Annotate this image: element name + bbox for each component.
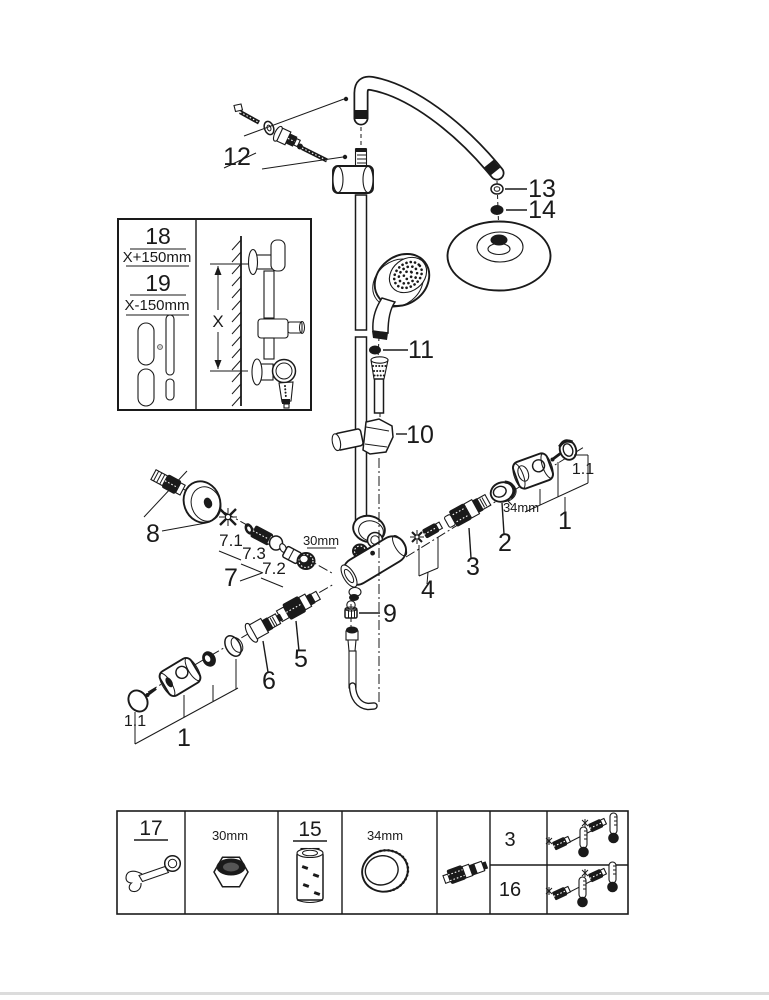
dimension-x-label: X [212, 312, 224, 331]
socket-tool-icon [297, 849, 323, 903]
shower-rail [356, 195, 367, 520]
part-12-screw-set [223, 97, 348, 171]
part-1-left-union [156, 655, 204, 699]
dimension-18: X+150mm [122, 249, 192, 266]
callout-14: 14 [528, 196, 556, 224]
callout-1-left: 1 [177, 724, 191, 752]
rail-tube-short [166, 315, 174, 400]
callout-11: 11 [408, 336, 434, 364]
dimension-19: X-150mm [124, 297, 190, 314]
part-8-union [150, 468, 186, 497]
thermometer-icon [607, 862, 618, 892]
table-size-30mm: 30mm [211, 828, 249, 843]
callout-6: 6 [262, 667, 276, 695]
callout-4: 4 [421, 576, 435, 604]
callout-8: 8 [146, 520, 160, 548]
part-9-nut [345, 607, 357, 618]
arm-end-band [354, 110, 369, 119]
callout-10: 10 [406, 421, 434, 449]
size-label-30mm: 30mm [302, 533, 340, 548]
part-1-1-left-cap [125, 687, 152, 715]
callout-3: 3 [466, 553, 480, 581]
part-13-washer [491, 184, 503, 194]
callout-1-1-right: 1.1 [571, 461, 595, 478]
left-parts-chain [144, 468, 339, 592]
part-7-1-crossed-star [219, 508, 237, 526]
table-callout-15: 15 [298, 818, 322, 841]
table-row-16: 16 [498, 879, 522, 901]
thermometer-icon [578, 827, 589, 857]
lower-left-parts-chain [124, 584, 334, 752]
callout-9: 9 [383, 600, 397, 628]
part-1-1-right-ring [557, 438, 579, 462]
part-14-seal [491, 205, 504, 215]
thermometer-icon [608, 813, 619, 843]
hose-cone-connector [371, 357, 388, 420]
shower-arm [354, 83, 498, 173]
table-size-34mm: 34mm [366, 828, 404, 843]
part-1-right-union [510, 451, 556, 491]
callout-19: 19 [145, 270, 171, 296]
callout-5: 5 [294, 645, 308, 673]
part-30mm-nut [297, 533, 340, 570]
part-8-escutcheon [178, 476, 226, 528]
callout-7-2: 7.2 [262, 559, 286, 578]
part-4-star [410, 530, 424, 544]
hose-connector [346, 627, 358, 689]
size-label-34mm: 34mm [502, 500, 540, 515]
part-3-check-valve [442, 492, 492, 531]
riser-t-connector [333, 148, 373, 193]
part-10-slider [331, 419, 434, 454]
callout-2: 2 [498, 529, 512, 557]
thermometer-icon [577, 877, 588, 907]
parts-table [117, 811, 628, 914]
head-shower [448, 222, 551, 291]
small-escutcheon [222, 632, 247, 659]
inset-mounting-dimensions [118, 219, 311, 410]
head-shower-group [448, 175, 556, 291]
callout-7-1: 7.1 [219, 531, 243, 550]
callout-7: 7 [224, 564, 238, 592]
hand-shower [363, 243, 439, 340]
hand-shower-handle [373, 298, 395, 333]
callout-18: 18 [145, 223, 171, 249]
nut-30mm-icon [214, 857, 248, 886]
callout-1-1-left: 1.1 [123, 713, 147, 730]
callout-1-right: 1 [558, 507, 572, 535]
callout-13: 13 [528, 175, 556, 203]
part-11-seal [369, 346, 381, 355]
callout-7-3: 7.3 [242, 544, 266, 563]
table-callout-17: 17 [139, 817, 163, 840]
right-parts-chain [406, 438, 594, 604]
table-row-3: 3 [504, 829, 516, 851]
callout-12: 12 [223, 143, 251, 171]
page-footer-bar [0, 992, 769, 995]
